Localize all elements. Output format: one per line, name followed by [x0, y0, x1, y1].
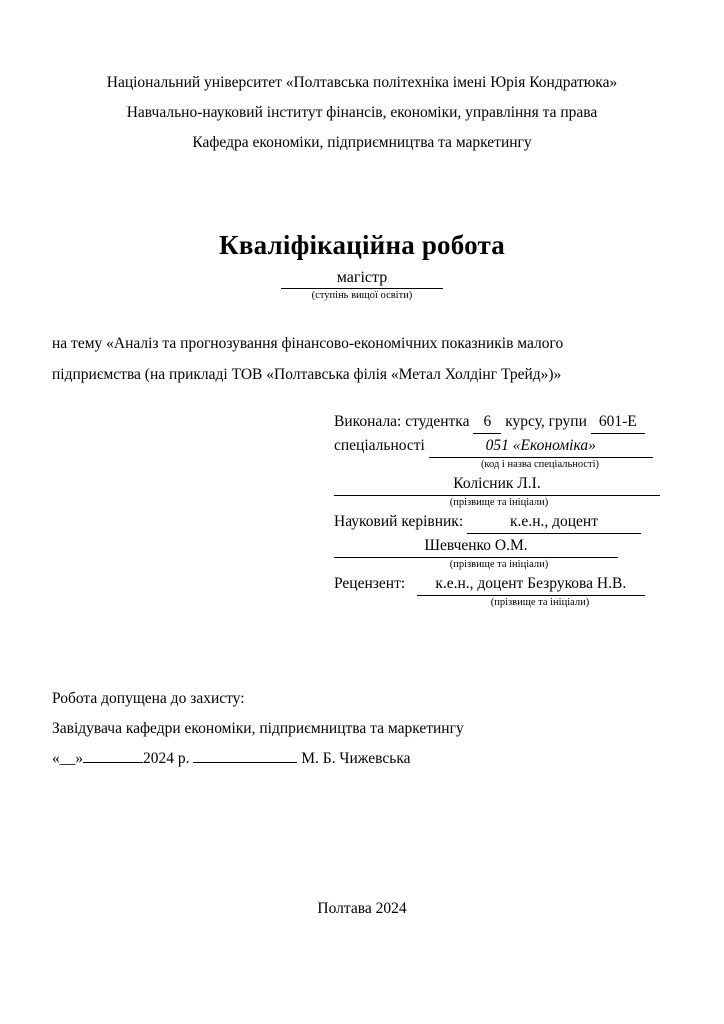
day-quote-open: «	[52, 750, 60, 767]
student-name-caption: (прізвище та ініціали)	[449, 497, 549, 508]
university-name: Національний університет «Полтавська політехніка імені Юрія Кондратюка»	[106, 74, 618, 91]
author-supervisor-block	[334, 410, 672, 610]
title-section	[52, 230, 672, 302]
reviewer-label: Рецензент:	[334, 575, 406, 592]
degree-line	[52, 269, 672, 289]
approval-signature-row	[52, 744, 672, 774]
speciality-label: спеціальності	[334, 437, 425, 454]
approval-line-2: Завідувача кафедри економіки, підприємництва та маркетингу	[52, 720, 464, 737]
student-name-row	[334, 472, 672, 496]
signature-blank	[193, 762, 297, 763]
institution-header	[52, 68, 672, 158]
degree-value: магістр	[281, 269, 443, 289]
reviewer-value: к.е.н., доцент Безрукова Н.В.	[417, 572, 645, 596]
approval-line-1: Робота допущена до захисту:	[52, 690, 245, 707]
reviewer-caption: (прізвище та ініціали)	[490, 597, 590, 608]
day-value: __	[59, 750, 76, 767]
theme-line-1: на тему «Аналіз та прогнозування фінансово-економічних показників малого	[52, 335, 564, 352]
reviewer-row	[334, 572, 672, 596]
supervisor-label: Науковий керівник:	[334, 513, 464, 530]
page-title: Кваліфікаційна робота	[219, 230, 505, 260]
author-row	[334, 410, 672, 434]
department-name: Кафедра економіки, підприємництва та маркетингу	[192, 134, 532, 151]
course-word: курсу, групи	[505, 413, 587, 430]
speciality-caption: (код і назва спеціальності)	[480, 459, 600, 470]
place-and-year: Полтава 2024	[317, 900, 407, 917]
course-value: 6	[473, 410, 501, 434]
supervisor-name-caption: (прізвище та ініціали)	[449, 559, 549, 570]
student-name-value: Колісник Л.І.	[334, 472, 660, 496]
theme-line-2: підприємства (на прикладі ТОВ «Полтавська філія «Метал Холдінг Трейд»)»	[52, 366, 562, 383]
institute-name: Навчально-науковий інститут фінансів, економіки, управління та права	[126, 104, 598, 121]
month-blank	[83, 762, 143, 763]
thesis-theme	[52, 328, 672, 390]
supervisor-name-value: Шевченко О.М.	[334, 534, 618, 558]
year-value: 2024 р.	[143, 750, 190, 767]
group-value: 601-Е	[591, 410, 645, 434]
supervisor-row	[334, 510, 672, 534]
supervisor-name-row	[334, 534, 672, 558]
head-name: М. Б. Чижевська	[301, 750, 411, 767]
degree-caption: (ступінь вищої освіти)	[311, 290, 413, 301]
performed-label: Виконала: студентка	[334, 413, 470, 430]
speciality-row	[334, 434, 672, 458]
speciality-value: 051 «Економіка»	[429, 434, 653, 458]
day-quote-close: »	[75, 750, 83, 767]
supervisor-degree: к.е.н., доцент	[467, 510, 641, 534]
approval-block	[52, 684, 672, 774]
